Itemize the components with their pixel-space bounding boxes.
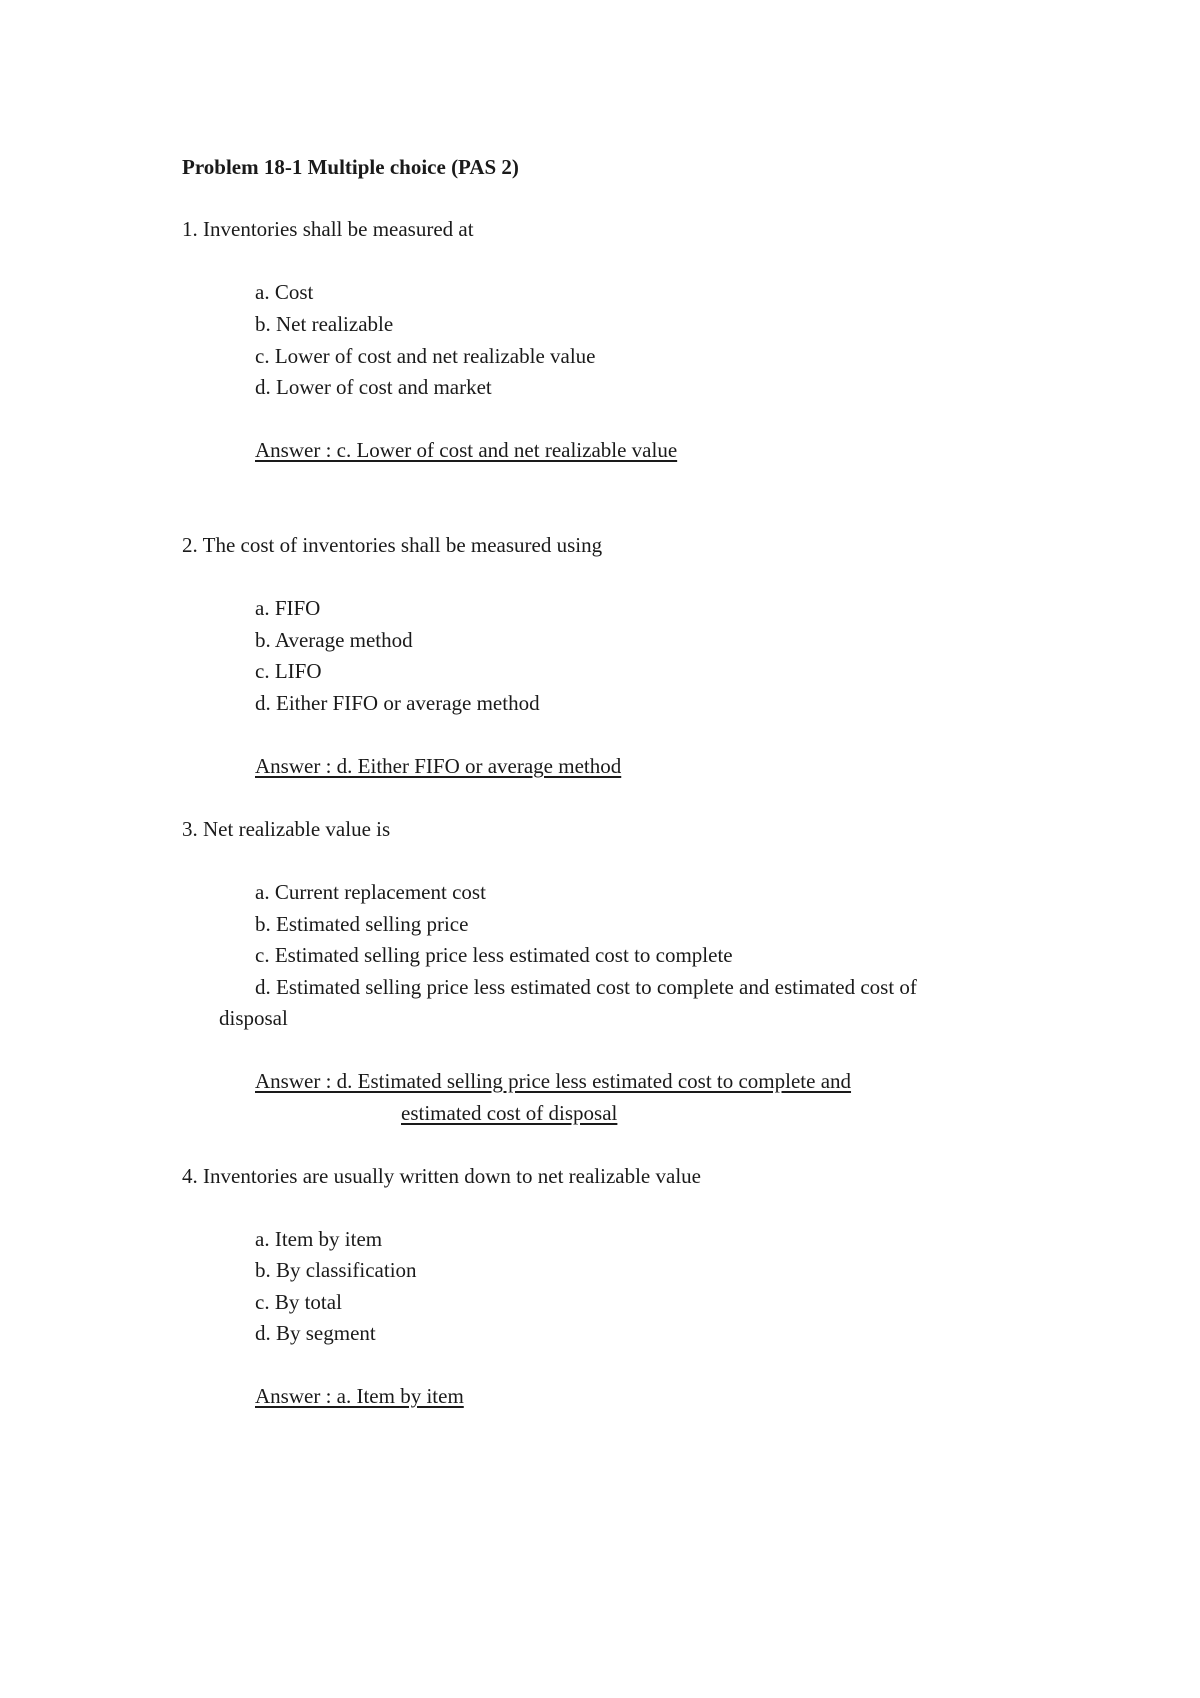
question-1-answer: Answer : c. Lower of cost and net realizable value (255, 438, 678, 462)
question-1-option-b: b. Net realizable (255, 312, 394, 336)
question-4-option-d: d. By segment (255, 1321, 376, 1345)
question-4-option-c: c. By total (255, 1290, 342, 1314)
question-1-stem: 1. Inventories shall be measured at (182, 217, 474, 241)
question-3-stem: 3. Net realizable value is (182, 817, 391, 841)
question-4-answer: Answer : a. Item by item (255, 1384, 464, 1408)
question-4-option-b: b. By classification (255, 1258, 417, 1282)
question-3-option-b: b. Estimated selling price (255, 912, 469, 936)
question-3-answer: Answer : d. Estimated selling price less estimated cost to complete and (255, 1069, 852, 1093)
question-3-option-a: a. Current replacement cost (255, 880, 486, 904)
question-1-option-a: a. Cost (255, 280, 314, 304)
question-3-option-d: d. Estimated selling price less estimated cost to complete and estimated cost of (255, 975, 917, 999)
question-2-option-a: a. FIFO (255, 596, 321, 620)
question-2-option-b: b. Average method (255, 628, 413, 652)
question-1-option-c: c. Lower of cost and net realizable value (255, 344, 596, 368)
question-2-answer: Answer : d. Either FIFO or average method (255, 754, 622, 778)
question-4-option-a: a. Item by item (255, 1227, 383, 1251)
question-4-stem: 4. Inventories are usually written down to net realizable value (182, 1164, 701, 1188)
question-1-option-d: d. Lower of cost and market (255, 375, 492, 399)
question-2-stem: 2. The cost of inventories shall be measured using (182, 533, 603, 557)
question-3-option-d-continued: disposal (219, 1006, 288, 1030)
page-title: Problem 18-1 Multiple choice (PAS 2) (182, 155, 519, 179)
question-2-option-d: d. Either FIFO or average method (255, 691, 540, 715)
question-3-option-c: c. Estimated selling price less estimated cost to complete (255, 943, 733, 967)
question-3-answer-continued: estimated cost of disposal (401, 1101, 618, 1125)
question-2-option-c: c. LIFO (255, 659, 322, 683)
